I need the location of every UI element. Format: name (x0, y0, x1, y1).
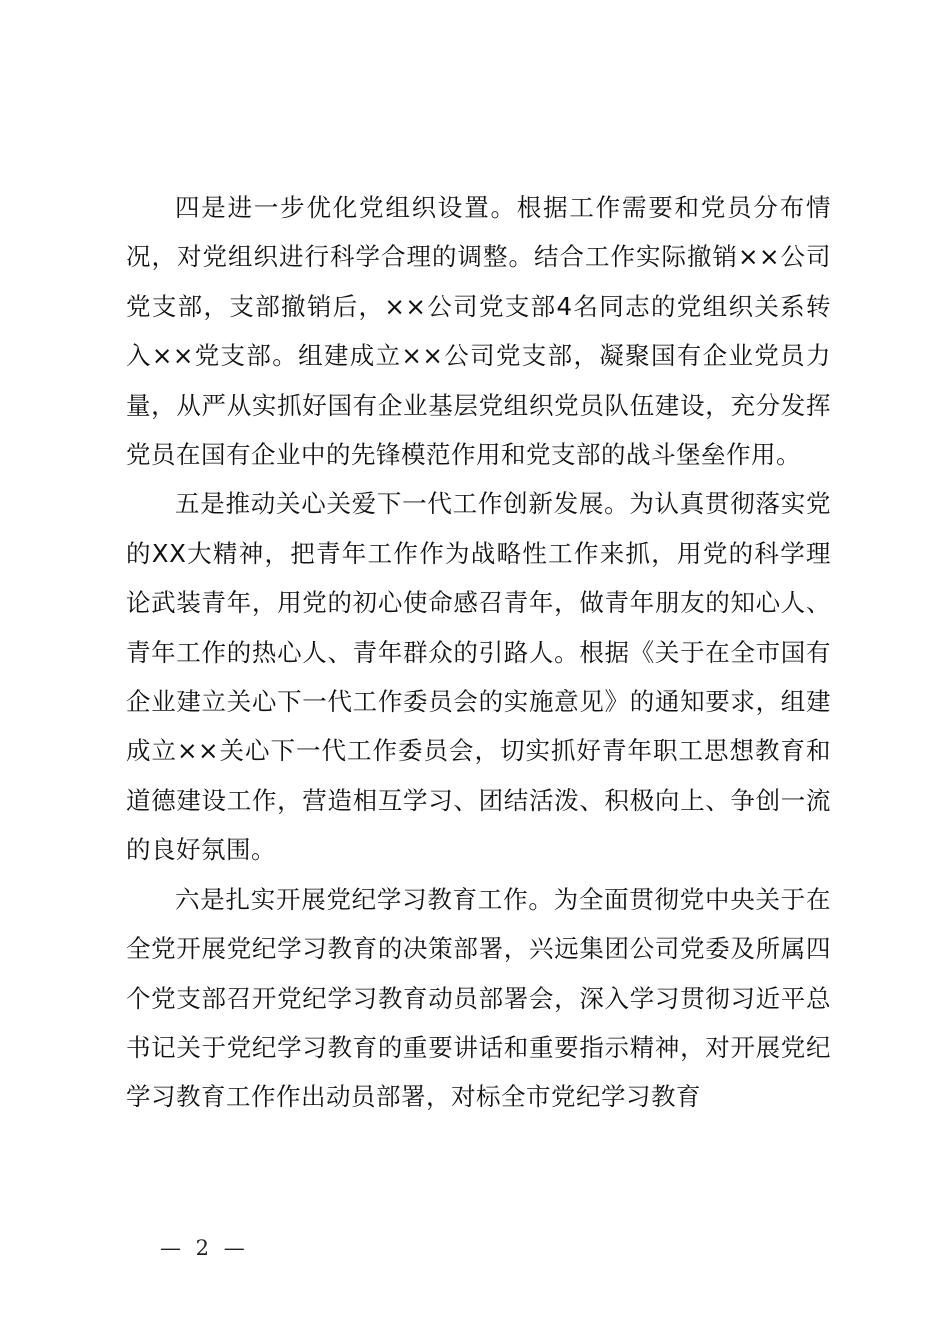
paragraph-optimize-party-organization: 四是进一步优化党组织设置。根据工作需要和党员分布情况，对党组织进行科学合理的调整。结合工作实际撤销××公司党支部，支部撤销后，××公司党支部4名同志的党组织关系转入××党支部。组建成立××公司党支部，凝聚国有企业党员力量，从严从实抓好国有企业基层党组织党员队伍建设，充分发挥党员在国有企业中的先锋模范作用和党支部的战斗堡垒作用。 (126, 193, 831, 470)
page-number: — 2 — (160, 1236, 249, 1260)
body-text (126, 183, 831, 1122)
paragraph-next-generation-work: 五是推动关心关爱下一代工作创新发展。为认真贯彻落实党的XX大精神，把青年工作作为战略性工作来抓，用党的科学理论武装青年，用党的初心使命感召青年，做青年朋友的知心人、青年工作的热心人、青年群众的引路人。根据《关于在全市国有企业建立关心下一代工作委员会的实施意见》的通知要求，组建成立××关心下一代工作委员会，切实抓好青年职工思想教育和道德建设工作，营造相互学习、团结活泼、积极向上、争创一流的良好氛围。 (126, 489, 831, 865)
paragraph-party-discipline-education: 六是扎实开展党纪学习教育工作。为全面贯彻党中央关于在全党开展党纪学习教育的决策部署，兴远集团公司党委及所属四个党支部召开党纪学习教育动员部署会，深入学习贯彻习近平总书记关于党纪学习教育的重要讲话和重要指示精神，对开展党纪学习教育工作作出动员部署，对标全市党纪学习教育 (126, 884, 831, 1112)
